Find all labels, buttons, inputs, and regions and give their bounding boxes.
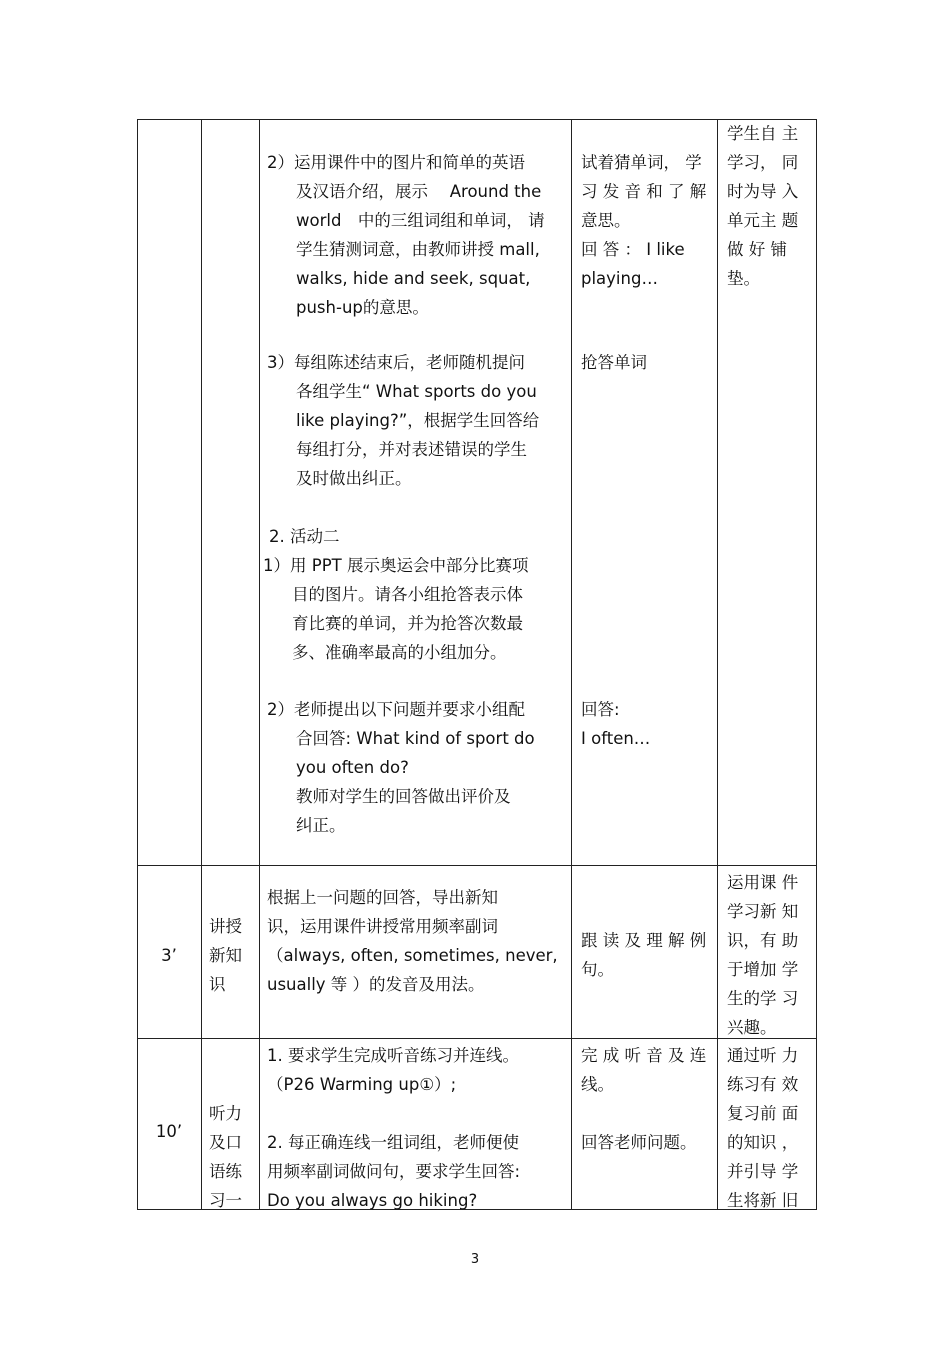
student-activity-read: 跟 读 及 理 解 例 句。 [581, 931, 707, 979]
teacher-activity-step-3: 3）每组陈述结束后，老师随机提问 各组学生“ What sports do you like playing?”，根据学生回答给 每组打分，并对表述错误的学生 及时做出纠正。 [267, 353, 540, 488]
student-activity-guess: 试着猜单词， 学 习 发 音 和 了 解 意思。 回 答 ： I like playing… [581, 153, 707, 288]
teacher-activity-questions: 2. 每正确连线一组词组，老师便使 用频率副词做问句，要求学生回答: Do you always go hiking? [267, 1133, 521, 1210]
teacher-activity-listening: 1. 要求学生完成听音练习并连线。 （P26 Warming up①）; [267, 1046, 519, 1094]
teacher-activity-step-2: 2）运用课件中的图片和简单的英语 及汉语介绍，展示 Around the world 中的三组词组和单词， 请 学生猜测词意，由教师讲授 mall, walks, hide and seek, squat, push-up的意思。 [267, 153, 545, 317]
teacher-activity-two: 2. 活动二 1）用 PPT 展示奥运会中部分比赛项 目的图片。请各小组抢答表示体 育比赛的单词，并为抢答次数最 多、准确率最高的小组加分。 [263, 527, 529, 662]
design-purpose: 学生自 主 学习， 同 时为导 入 单元主 题 做 好 铺 垫。 [727, 124, 799, 288]
row-divider [137, 865, 817, 866]
column-divider [717, 119, 718, 1210]
time-cell: 10’ [155, 1122, 183, 1141]
design-purpose: 运用课 件 学习新 知 识，有 助 于增加 学 生的学 习 兴趣。 [727, 873, 799, 1037]
design-purpose: 通过听 力 练习有 效 复习前 面 的知识 ， 并引导 学 生将新 旧 [727, 1046, 799, 1210]
step-cell: 讲授 新知 识 [209, 917, 242, 994]
time-cell: 3’ [161, 946, 177, 965]
teacher-activity-question: 2）老师提出以下问题并要求小组配 合回答: What kind of sport do you often do? 教师对学生的回答做出评价及 纠正。 [267, 700, 535, 835]
page-number: 3 [470, 1252, 480, 1267]
table-border-right [816, 119, 817, 1210]
column-divider [259, 119, 260, 1210]
table-border-left [137, 119, 138, 1210]
column-divider [201, 119, 202, 1210]
table-border-top [137, 119, 817, 120]
step-cell: 听力 及口 语练 习一 [209, 1104, 242, 1210]
student-activity-answer-words: 抢答单词 [581, 353, 647, 372]
lesson-plan-table [137, 119, 817, 1210]
student-activity-listen: 完 成 听 音 及 连 线。 [581, 1046, 707, 1094]
column-divider [571, 119, 572, 1210]
student-activity-answer-teacher: 回答老师问题。 [581, 1133, 697, 1152]
teacher-activity-new-knowledge: 根据上一问题的回答，导出新知 识，运用课件讲授常用频率副词 （always, often, sometimes, never, usually 等 ）的发音及用法。 [267, 888, 558, 994]
row-divider [137, 1038, 817, 1039]
student-activity-answer: 回答: I often… [581, 700, 651, 748]
